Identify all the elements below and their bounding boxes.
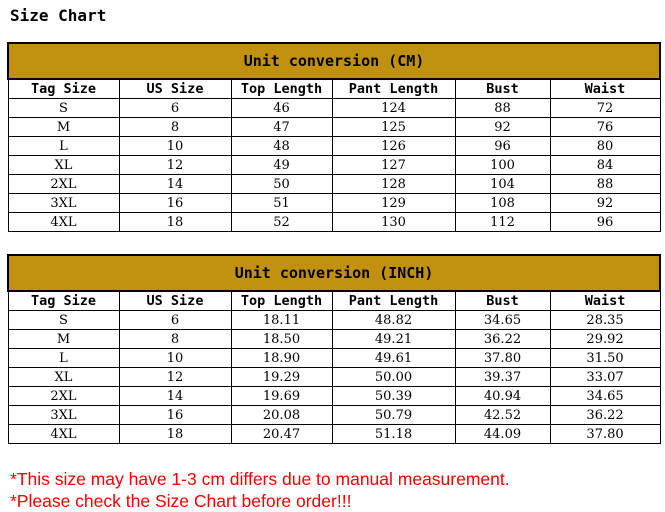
top-length-cell: 18.50 [231,330,332,349]
bust-cell: 44.09 [455,425,550,444]
waist-cell: 36.22 [550,406,660,425]
waist-cell: 80 [550,137,660,156]
waist-cell: 92 [550,194,660,213]
pant-length-cell: 125 [332,118,455,137]
waist-cell: 76 [550,118,660,137]
column-header-us-size: US Size [119,79,231,99]
note-measurement: *This size may have 1-3 cm differs due to manual measurement. [10,469,510,489]
pant-length-cell: 50.79 [332,406,455,425]
table-row [8,99,660,118]
top-length-cell: 49 [231,156,332,175]
column-header-pant-length: Pant Length [332,79,455,99]
size-table-cm [7,42,661,232]
bust-cell: 34.65 [455,311,550,330]
top-length-cell: 19.69 [231,387,332,406]
table-row [8,425,660,444]
column-header-top-length: Top Length [231,79,332,99]
us-size-cell: 14 [119,175,231,194]
column-header-waist: Waist [550,79,660,99]
table-row [8,213,660,232]
pant-length-cell: 128 [332,175,455,194]
waist-cell: 84 [550,156,660,175]
top-length-cell: 19.29 [231,368,332,387]
us-size-cell: 12 [119,156,231,175]
tag-size-cell: S [8,311,119,330]
bust-cell: 108 [455,194,550,213]
tag-size-cell: L [8,349,119,368]
us-size-cell: 8 [119,118,231,137]
pant-length-cell: 50.39 [332,387,455,406]
table-row [8,368,660,387]
column-header-top-length: Top Length [231,291,332,311]
pant-length-cell: 130 [332,213,455,232]
waist-cell: 96 [550,213,660,232]
bust-cell: 96 [455,137,550,156]
table-row [8,406,660,425]
table-row [8,349,660,368]
column-header-bust: Bust [455,79,550,99]
us-size-cell: 6 [119,99,231,118]
waist-cell: 37.80 [550,425,660,444]
bust-cell: 36.22 [455,330,550,349]
notes [10,468,510,512]
waist-cell: 72 [550,99,660,118]
pant-length-cell: 51.18 [332,425,455,444]
page-title: Size Chart [10,6,107,25]
table-row [8,156,660,175]
table-row [8,387,660,406]
waist-cell: 88 [550,175,660,194]
table-row [8,137,660,156]
tag-size-cell: L [8,137,119,156]
table-banner: Unit conversion (CM) [8,43,660,79]
table-row [8,118,660,137]
top-length-cell: 47 [231,118,332,137]
bust-cell: 40.94 [455,387,550,406]
top-length-cell: 20.47 [231,425,332,444]
waist-cell: 34.65 [550,387,660,406]
tag-size-cell: XL [8,368,119,387]
pant-length-cell: 124 [332,99,455,118]
bust-cell: 42.52 [455,406,550,425]
us-size-cell: 6 [119,311,231,330]
top-length-cell: 52 [231,213,332,232]
us-size-cell: 18 [119,213,231,232]
table-row [8,175,660,194]
top-length-cell: 51 [231,194,332,213]
us-size-cell: 18 [119,425,231,444]
table-row [8,194,660,213]
us-size-cell: 8 [119,330,231,349]
column-header-pant-length: Pant Length [332,291,455,311]
column-header-waist: Waist [550,291,660,311]
pant-length-cell: 126 [332,137,455,156]
tag-size-cell: 2XL [8,387,119,406]
pant-length-cell: 49.61 [332,349,455,368]
pant-length-cell: 50.00 [332,368,455,387]
pant-length-cell: 48.82 [332,311,455,330]
bust-cell: 104 [455,175,550,194]
tag-size-cell: 4XL [8,213,119,232]
waist-cell: 29.92 [550,330,660,349]
us-size-cell: 14 [119,387,231,406]
tag-size-cell: 2XL [8,175,119,194]
pant-length-cell: 49.21 [332,330,455,349]
table-row [8,330,660,349]
bust-cell: 88 [455,99,550,118]
column-header-us-size: US Size [119,291,231,311]
pant-length-cell: 127 [332,156,455,175]
us-size-cell: 16 [119,406,231,425]
top-length-cell: 48 [231,137,332,156]
tag-size-cell: M [8,330,119,349]
tag-size-cell: 4XL [8,425,119,444]
waist-cell: 31.50 [550,349,660,368]
bust-cell: 37.80 [455,349,550,368]
tag-size-cell: S [8,99,119,118]
tag-size-cell: 3XL [8,194,119,213]
top-length-cell: 18.90 [231,349,332,368]
note-check-chart: *Please check the Size Chart before order!!! [10,491,352,511]
top-length-cell: 50 [231,175,332,194]
bust-cell: 112 [455,213,550,232]
column-header-tag-size: Tag Size [8,79,119,99]
table-banner: Unit conversion (INCH) [8,255,660,291]
us-size-cell: 10 [119,349,231,368]
bust-cell: 39.37 [455,368,550,387]
table-row [8,311,660,330]
size-table-inch [7,254,661,444]
column-header-tag-size: Tag Size [8,291,119,311]
tag-size-cell: XL [8,156,119,175]
bust-cell: 100 [455,156,550,175]
us-size-cell: 12 [119,368,231,387]
bust-cell: 92 [455,118,550,137]
us-size-cell: 10 [119,137,231,156]
waist-cell: 28.35 [550,311,660,330]
top-length-cell: 46 [231,99,332,118]
top-length-cell: 18.11 [231,311,332,330]
pant-length-cell: 129 [332,194,455,213]
us-size-cell: 16 [119,194,231,213]
waist-cell: 33.07 [550,368,660,387]
tag-size-cell: M [8,118,119,137]
column-header-bust: Bust [455,291,550,311]
tag-size-cell: 3XL [8,406,119,425]
top-length-cell: 20.08 [231,406,332,425]
